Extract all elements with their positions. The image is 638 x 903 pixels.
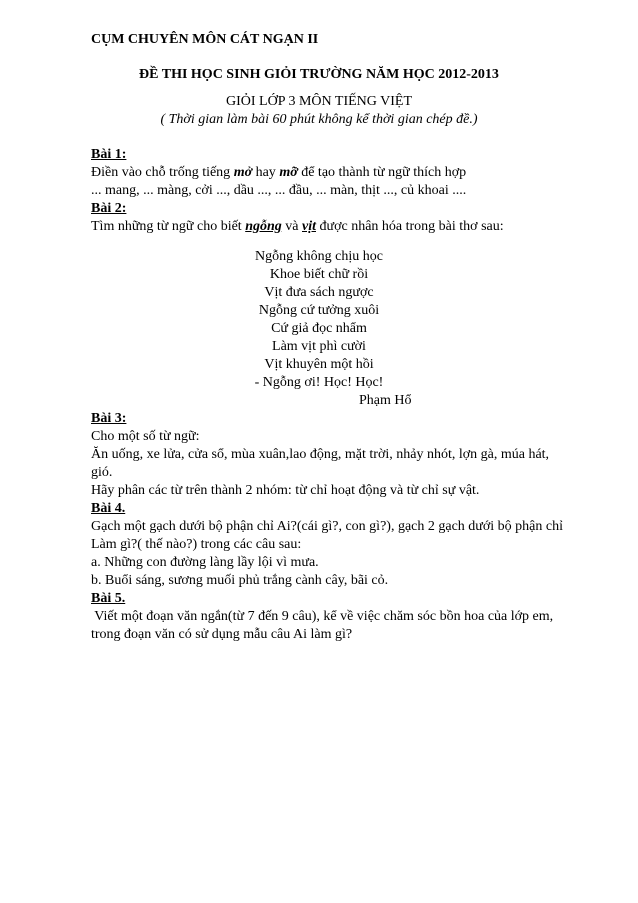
exam-title: ĐỀ THI HỌC SINH GIỎI TRƯỜNG NĂM HỌC 2012-2013 [139, 67, 499, 82]
poem-line: Làm vịt phì cười [272, 339, 366, 354]
bai2-text: được nhân hóa trong bài thơ sau: [316, 219, 504, 234]
bai1-text: hay [252, 165, 280, 180]
poem-line: Ngỗng cứ tưởng xuôi [258, 303, 380, 318]
bai4-line: b. Buổi sáng, sương muối phủ trắng cành cây, bãi cỏ. [91, 573, 389, 588]
bai1-text: để tạo thành từ ngữ thích hợp [297, 165, 467, 180]
bai1-text: Điền vào chỗ trống tiếng [91, 165, 234, 180]
bai4-heading: Bài 4. [91, 501, 126, 516]
bai2-text: và [281, 219, 302, 234]
word-vit: vịt [302, 219, 316, 234]
cluster-name: CỤM CHUYÊN MÔN CÁT NGẠN II [91, 32, 319, 47]
bai3-line: Ăn uống, xe lửa, cửa sổ, mùa xuân,lao động, mặt trời, nhảy nhót, lợn gà, múa hát, [91, 447, 550, 462]
poem-line: - Ngỗng ơi! Học! Học! [254, 375, 384, 390]
poem-author: Phạm Hổ [359, 393, 412, 408]
bai4-line: Gạch một gạch dưới bộ phận chỉ Ai?(cái gì?, con gì?), gạch 2 gạch dưới bộ phận chỉ [91, 519, 564, 534]
poem-line: Vịt đưa sách ngược [264, 285, 374, 300]
bai2-text: Tìm những từ ngữ cho biết [91, 219, 246, 234]
bai1-heading: Bài 1: [91, 147, 127, 162]
exam-subtitle: GIỎI LỚP 3 MÔN TIẾNG VIỆT [226, 94, 412, 109]
bai5-line: trong đoạn văn có sử dụng mẫu câu Ai làm gì? [91, 627, 353, 642]
poem-line: Khoe biết chữ rồi [269, 267, 369, 282]
poem-line: Cứ giả đọc nhẩm [271, 321, 367, 336]
word-ngong: ngỗng [245, 219, 282, 234]
bai5-line: Viết một đoạn văn ngắn(từ 7 đến 9 câu), kể về việc chăm sóc bồn hoa của lớp em, [91, 609, 554, 624]
bai2-instruction [91, 218, 504, 236]
bai1-instruction [91, 164, 466, 182]
bai4-line: Làm gì?( thế nào?) trong các câu sau: [91, 537, 302, 552]
bai2-heading: Bài 2: [91, 201, 127, 216]
poem [0, 248, 638, 392]
time-note: ( Thời gian làm bài 60 phút không kể thời gian chép đề.) [160, 112, 478, 127]
poem-line: Ngỗng không chịu học [255, 249, 383, 264]
bai5-heading: Bài 5. [91, 591, 126, 606]
word-mo2: mỡ [279, 165, 298, 180]
bai3-line: Cho một số từ ngữ: [91, 429, 200, 444]
word-mo1: mở [233, 165, 253, 180]
bai3-heading: Bài 3: [91, 411, 127, 426]
bai4-line: a. Những con đường làng lầy lội vì mưa. [91, 555, 319, 570]
poem-line: Vịt khuyên một hồi [264, 357, 374, 372]
bai1-blanks: ... mang, ... màng, cởi ..., dầu ..., ... đầu, ... màn, thịt ..., củ khoai .... [91, 183, 467, 198]
bai3-line: Hãy phân các từ trên thành 2 nhóm: từ chỉ hoạt động và từ chỉ sự vật. [91, 483, 480, 498]
bai3-line: gió. [91, 465, 113, 480]
